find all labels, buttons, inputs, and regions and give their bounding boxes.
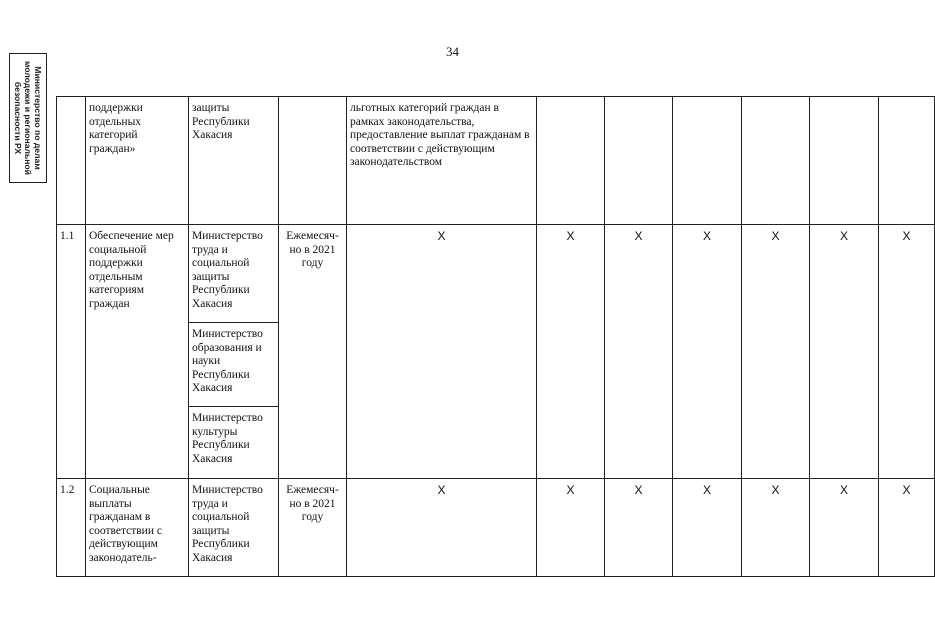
indicator-cell [537, 479, 605, 577]
indicator-cell [742, 97, 810, 225]
expected-result [347, 479, 537, 577]
row-number: 1.1 [57, 225, 86, 479]
indicator-cell [605, 97, 673, 225]
registration-stamp [9, 53, 47, 183]
responsible-executor: Министерство труда и социальной защиты Республики Хакасия [189, 479, 279, 577]
indicator-cell [879, 225, 935, 479]
row-number [57, 97, 86, 225]
x-mark: X [839, 229, 848, 243]
page-number: 34 [446, 44, 459, 59]
x-mark: X [771, 229, 780, 243]
expected-result: льготных категорий граждан в рамках законодательства, предоставление выплат гражданам в соответствии с действующим законодательством [347, 97, 537, 225]
stamp-text: Министерство по делам молодежи и региональной безопасности РХ [13, 61, 43, 175]
x-mark: X [702, 483, 711, 497]
table-row-1-2 [57, 479, 935, 577]
x-mark: X [566, 229, 575, 243]
responsible-executor: Министерство труда и социальной защиты Республики Хакасия [189, 225, 279, 323]
period: Ежемесяч-но в 2021 году [279, 225, 347, 479]
indicator-cell [879, 97, 935, 225]
indicator-cell [537, 97, 605, 225]
x-mark: X [902, 483, 911, 497]
period [279, 97, 347, 225]
x-mark: X [634, 229, 643, 243]
measure-name: Обеспечение мер социальной поддержки отдельным категориям граждан [86, 225, 189, 479]
x-mark: X [702, 229, 711, 243]
program-table [56, 96, 935, 577]
indicator-cell [537, 225, 605, 479]
x-mark: X [437, 229, 446, 243]
indicator-cell [673, 479, 742, 577]
indicator-cell [673, 97, 742, 225]
responsible-executor: Министерство культуры Республики Хакасия [189, 407, 279, 479]
indicator-cell [673, 225, 742, 479]
indicator-cell [810, 97, 879, 225]
period: Ежемесяч-но в 2021 году [279, 479, 347, 577]
responsible-executor: Министерство образования и науки Республики Хакасия [189, 323, 279, 407]
x-mark: X [634, 483, 643, 497]
row-number: 1.2 [57, 479, 86, 577]
measure-name: поддержки отдельных категорий граждан» [86, 97, 189, 225]
x-mark: X [771, 483, 780, 497]
responsible-executor: защиты Республики Хакасия [189, 97, 279, 225]
indicator-cell [605, 479, 673, 577]
table-row-continuation [57, 97, 935, 225]
indicator-cell [742, 479, 810, 577]
indicator-cell [879, 479, 935, 577]
measure-name: Социальные выплаты гражданам в соответствии с действующим законодатель- [86, 479, 189, 577]
indicator-cell [605, 225, 673, 479]
indicator-cell [810, 479, 879, 577]
x-mark: X [566, 483, 575, 497]
x-mark: X [902, 229, 911, 243]
x-mark: X [839, 483, 848, 497]
x-mark: X [437, 483, 446, 497]
expected-result [347, 225, 537, 479]
indicator-cell [742, 225, 810, 479]
table-row-1-1 [57, 225, 935, 323]
indicator-cell [810, 225, 879, 479]
